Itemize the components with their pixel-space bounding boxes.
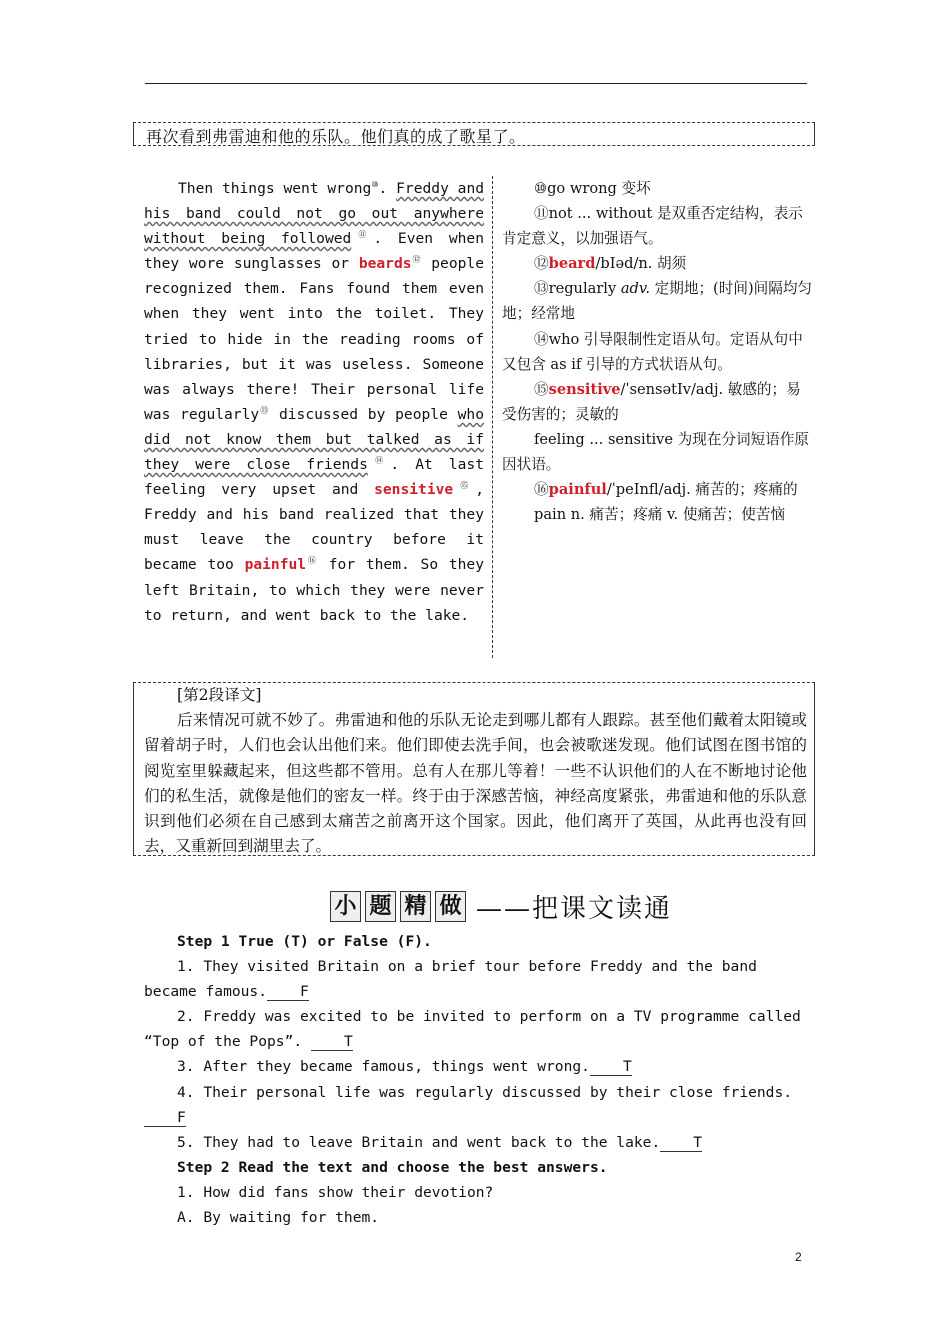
top-translation-box [133,122,815,146]
question-text: 5. They had to leave Britain and went back to the lake. [177,1133,661,1151]
note-marker: ⑬ [259,405,270,415]
underlined-phrase: who did not know them but talked as if they were close friends [144,405,484,474]
note-marker: ⑯ [306,556,319,566]
passage-text: people recognized them. Fans found them even when they went into the toilet. They tried to hide in the reading rooms of libraries, but it was useless. Someone was always there! Their personal life was regularly [144,255,484,423]
keyword-beards: beards [358,255,412,273]
question-1 [144,954,806,1004]
note-marker: ⑫ [411,255,422,265]
note-definition: /ˈsensətIv/adj. 敏感的；易受伤害的；灵敏的 [502,380,801,423]
note-number: ⑯ [534,481,549,499]
step2-title: Step 2 Read the text and choose the best answers. [177,1158,608,1176]
note-term: ⑬regularly [534,280,621,298]
part-of-speech: adv. [620,280,651,298]
question-2 [144,1004,806,1054]
note-number: ⑫ [534,255,549,273]
passage-text: , Freddy and his band realized that they must leave the country before it became too [144,481,484,574]
heading-char: 做 [435,891,466,922]
note-marker: ⑩ [371,180,379,190]
section-heading [330,888,672,924]
note-marker: ⑭ [367,456,391,466]
step1-title: Step 1 True (T) or False (F). [177,933,432,950]
passage-text: Then things went wrong [178,180,372,197]
note-15 [502,377,814,427]
note-keyword: beard [548,255,596,273]
passage-text: . [378,180,397,197]
question-text: 1. They visited Britain on a brief tour before Freddy and the band became famous. [144,958,757,1001]
note-16-extra: pain n. 痛苦；疼痛 v. 使痛苦；使苦恼 [534,506,785,524]
note-keyword: painful [548,481,607,499]
note-16 [502,477,814,502]
translation-content [144,683,807,859]
heading-char: 精 [400,891,431,922]
note-14: ⑭who 引导限制性定语从句。定语从句中又包含 as if 引导的方式状语从句。 [502,330,803,373]
translation-box [133,682,815,856]
step2-question-1: 1. How did fans show their devotion? [177,1183,494,1201]
question-3 [144,1054,806,1079]
question-text: 3. After they became famous, things went wrong. [177,1058,590,1076]
keyword-sensitive: sensitive [374,481,454,499]
answer-blank: T [311,1033,353,1051]
note-keyword: sensitive [548,380,621,398]
note-definition: 定期地；(时间)间隔均匀地；经常地 [502,280,813,323]
passage-text: discussed by people [269,405,458,423]
note-13 [502,276,814,326]
answer-blank: T [590,1058,632,1076]
passage-column [144,176,484,628]
note-15-extra: feeling ... sensitive 为现在分词短语作原因状语。 [502,430,810,474]
heading-char: 小 [330,891,361,922]
answer-blank: F [144,1109,186,1127]
note-number: ⑮ [534,380,549,398]
note-definition: /ˈpeInfl/adj. 痛苦的；疼痛的 [606,481,798,499]
passage-text: . At last feeling very upset and [144,456,485,499]
question-4 [144,1080,806,1130]
answer-blank: F [267,983,309,1001]
answer-blank: T [660,1134,702,1152]
page-number: 2 [795,1250,802,1264]
underlined-phrase: Freddy and his band could not go out anywhere without being followed [144,180,485,248]
heading-char: 题 [365,891,396,922]
question-text: 4. Their personal life was regularly discussed by their close friends. [177,1083,793,1101]
heading-subtitle: ——把课文读通 [476,893,673,924]
passage-text: . Even when they wore sunglasses or [144,230,484,273]
note-10: ⑩go wrong 变坏 [534,180,651,197]
translation-label: [第2段译文] [177,686,262,704]
step2-option-a: A. By waiting for them. [177,1209,380,1227]
note-12 [502,251,814,276]
notes-column [502,176,814,527]
top-translation-text: 再次看到弗雷迪和他的乐队。他们真的成了歌星了。 [146,127,526,146]
passage-paragraph [144,176,484,628]
column-divider [492,176,493,658]
exercises [144,929,806,1230]
question-5 [144,1130,806,1155]
keyword-painful: painful [244,556,307,574]
note-definition: /bIəd/n. 胡须 [595,255,687,273]
note-11: ⑪not ... without 是双重否定结构，表示肯定意义，以加强语气。 [502,205,803,248]
header-rule [145,83,807,84]
note-marker: ⑮ [453,481,476,491]
translation-text: 后来情况可就不妙了。弗雷迪和他的乐队无论走到哪儿都有人跟踪。甚至他们戴着太阳镜或留着胡子时，人们也会认出他们来。他们即使去洗手间，也会被歌迷发现。他们试图在图书馆的阅览室里躲藏起来，但这些都不管用。总有人在那儿等着！一些不认识他们的人在不断地讨论他们的私生活，就像是他们的密友一样。终于由于深感苦恼，神经高度紧张，弗雷迪和他的乐队意识到他们必须在自己感到太痛苦之前离开这个国家。因此，他们离开了英国，从此再也没有回去，又重新回到湖里去了。 [144,711,807,856]
question-text: 2. Freddy was excited to be invited to perform on a TV programme called “Top of the Pops”. [144,1008,801,1051]
passage-text: for them. So they left Britain, to which they were never to return, and went back to the lake. [144,556,485,624]
note-marker: ⑪ [351,230,374,240]
